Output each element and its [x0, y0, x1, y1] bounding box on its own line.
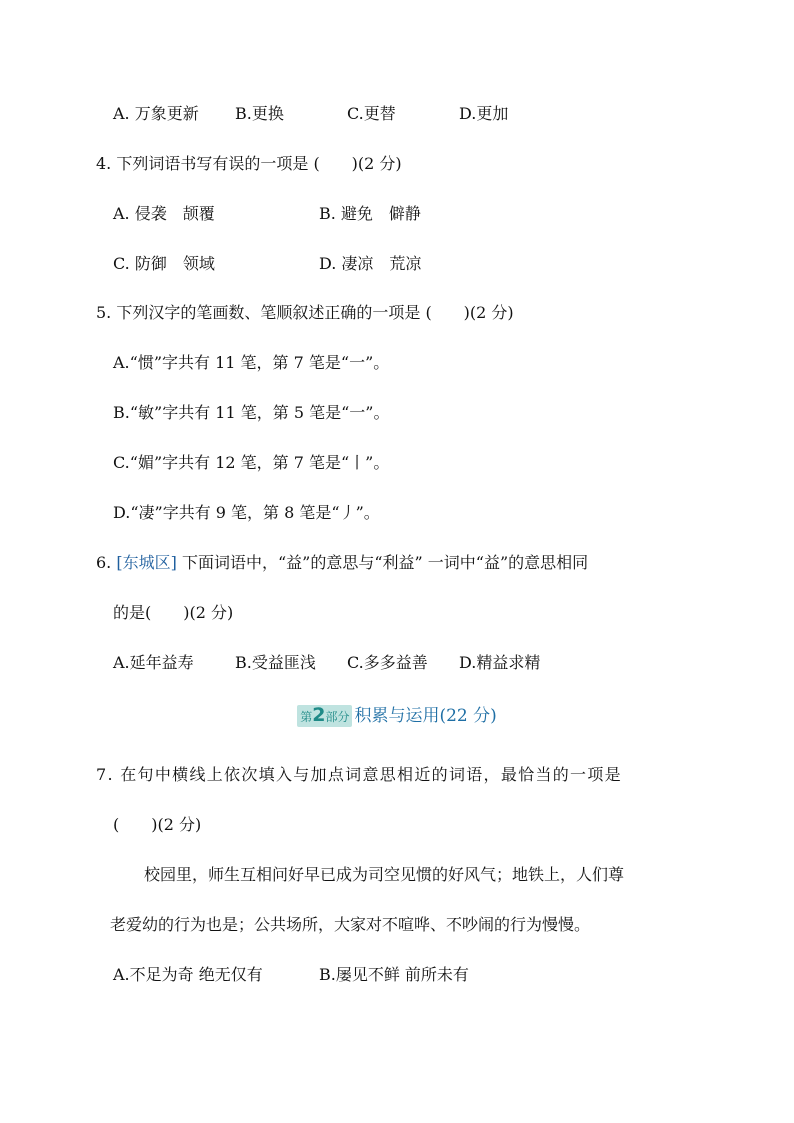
part-number: 2	[312, 703, 326, 726]
q7-stem-line1: 7. 在句中横线上依次填入与加点词意思相近的词语，最恰当的一项是	[96, 765, 622, 784]
q6-source: [东城区]	[116, 553, 177, 572]
q5-stem: 5. 下列汉字的笔画数、笔顺叙述正确的一项是 ( )(2 分)	[96, 303, 514, 322]
part-badge: 第2部分	[297, 705, 352, 727]
q5-option-a: A.“惯”字共有 11 笔，第 7 笔是“一”。	[113, 353, 390, 372]
q6-option-a: A.延年益寿	[113, 653, 194, 672]
q4-option-c: C. 防御 领域	[113, 254, 215, 273]
q6-option-c: C.多多益善	[347, 653, 428, 672]
q7-stem-line2: ( )(2 分)	[113, 815, 202, 834]
q6-stem-line1	[96, 553, 588, 573]
q7-passage-line2: 老爱幼的行为也是；公共场所，大家对不喧哗、不吵闹的行为慢慢。	[110, 915, 591, 934]
part-header	[0, 702, 794, 729]
q4-option-d: D. 凄凉 荒凉	[319, 254, 422, 273]
q6-number: 6.	[96, 553, 112, 572]
q4-option-b: B. 避免 僻静	[319, 204, 421, 223]
q7-option-a: A.不足为奇 绝无仅有	[113, 965, 263, 984]
q5-option-b: B.“敏”字共有 11 笔，第 5 笔是“一”。	[113, 403, 390, 422]
q7-passage-line1: 校园里，师生互相问好早已成为司空见惯的好风气；地铁上，人们尊	[144, 865, 625, 884]
q6-option-b: B.受益匪浅	[235, 653, 316, 672]
q6-stem-line2: 的是( )(2 分)	[113, 603, 234, 622]
q3-option-a: A. 万象更新	[113, 104, 199, 123]
q6-option-d: D.精益求精	[459, 653, 541, 672]
q5-option-c: C.“媚”字共有 12 笔，第 7 笔是“丨”。	[113, 453, 390, 472]
q7-option-b: B.屡见不鲜 前所未有	[319, 965, 469, 984]
q5-option-d: D.“凄”字共有 9 笔，第 8 笔是“丿”。	[113, 503, 380, 522]
q7-passage	[110, 850, 710, 950]
q6-stem-text: 下面词语中，“益”的意思与“利益” 一词中“益”的意思相同	[181, 553, 589, 572]
part-title: 积累与运用(22 分)	[354, 705, 497, 726]
q4-stem: 4. 下列词语书写有误的一项是 ( )(2 分)	[96, 154, 402, 173]
q3-option-c: C.更替	[347, 104, 396, 123]
q3-option-d: D.更加	[459, 104, 509, 123]
q3-option-b: B.更换	[235, 104, 284, 123]
q4-option-a: A. 侵袭 颉覆	[113, 204, 215, 223]
